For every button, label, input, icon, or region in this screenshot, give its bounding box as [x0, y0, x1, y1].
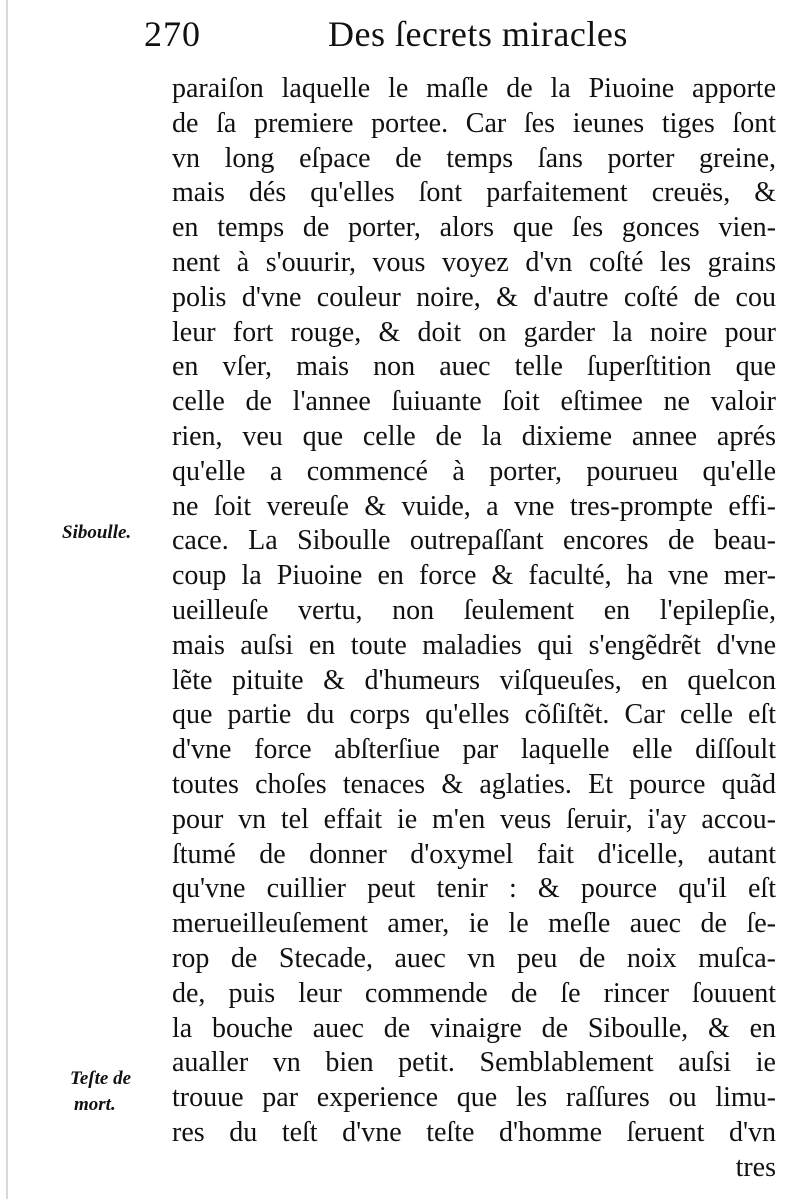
- text-line: vn long eſpace de temps ſans porter greine,: [172, 142, 776, 174]
- text-line: cace. La Siboulle outrepaſſant encores de beau-: [172, 525, 776, 557]
- page-number: 270: [144, 14, 201, 54]
- text-line: rop de Stecade, auec vn peu de noix muſca-: [172, 942, 776, 974]
- catchword: tres: [735, 1151, 776, 1183]
- text-line: res du teſt d'vne teſte d'homme ſeruent d'vn: [172, 1116, 776, 1148]
- text-line: la bouche auec de vinaigre de Siboulle, & en: [172, 1012, 776, 1044]
- page-edge: [6, 0, 8, 1199]
- text-line: pour vn tel effait ie m'en veus ſeruir, i'ay accou-: [172, 803, 776, 835]
- text-line: ne ſoit vereuſe & vuide, a vne tres-prompte effi-: [172, 490, 776, 522]
- text-line: merueilleuſement amer, ie le meſle auec de ſe-: [172, 908, 776, 940]
- text-line: rien, veu que celle de la dixieme annee aprés: [172, 420, 776, 452]
- text-line: nent à s'ouurir, vous voyez d'vn coſté les grains: [172, 246, 776, 278]
- text-line: mais auſsi en toute maladies qui s'engẽdrẽt d'vne: [172, 629, 776, 661]
- page-header: [140, 14, 700, 54]
- margin-note-siboulle: Siboulle.: [62, 522, 132, 543]
- text-line: de, puis leur commende de ſe rincer ſouuent: [172, 977, 776, 1009]
- text-line: leur fort rouge, & doit on garder la noire pour: [172, 316, 776, 348]
- text-line: ueilleuſe vertu, non ſeulement en l'epilepſie,: [172, 594, 776, 626]
- text-line: qu'vne cuillier peut tenir : & pource qu'il eſt: [172, 873, 776, 905]
- text-line: lẽte pituite & d'humeurs viſqueuſes, en quelcon: [172, 664, 776, 696]
- text-line: celle de l'annee ſuiuante ſoit eſtimee ne valoir: [172, 386, 776, 418]
- text-line: de ſa premiere portee. Car ſes ieunes tiges ſont: [172, 107, 776, 139]
- text-line: paraiſon laquelle le maſle de la Piuoine apporte: [172, 73, 776, 104]
- text-line: toutes choſes tenaces & aglaties. Et pource quãd: [172, 768, 776, 800]
- running-title: Des ſecrets miracles: [328, 14, 628, 54]
- text-line: que partie du corps qu'elles cõſiſtẽt. Car celle eſt: [172, 699, 776, 731]
- margin-note-line: mort.: [74, 1094, 116, 1115]
- margin-note-line: Teſte de: [70, 1068, 132, 1089]
- text-line: trouue par experience que les raſſures ou limu-: [172, 1082, 776, 1114]
- body-text: [172, 72, 776, 1186]
- margin-note-teste-de-mort: [70, 1066, 131, 1118]
- text-line: coup la Piuoine en force & faculté, ha vne mer-: [172, 560, 776, 592]
- text-line: qu'elle a commencé à porter, pourueu qu'elle: [172, 455, 776, 487]
- text-line: en vſer, mais non auec telle ſuperſtition que: [172, 351, 776, 383]
- text-line: mais dés qu'elles ſont parfaitement creuës, &: [172, 177, 776, 209]
- text-line: polis d'vne couleur noire, & d'autre coſté de cou: [172, 281, 776, 313]
- text-line: ſtumé de donner d'oxymel fait d'icelle, autant: [172, 838, 776, 870]
- text-line: d'vne force abſterſiue par laquelle elle diſſoult: [172, 734, 776, 766]
- text-line: aualler vn bien petit. Semblablement auſsi ie: [172, 1047, 776, 1079]
- text-line: en temps de porter, alors que ſes gonces vien-: [172, 212, 776, 244]
